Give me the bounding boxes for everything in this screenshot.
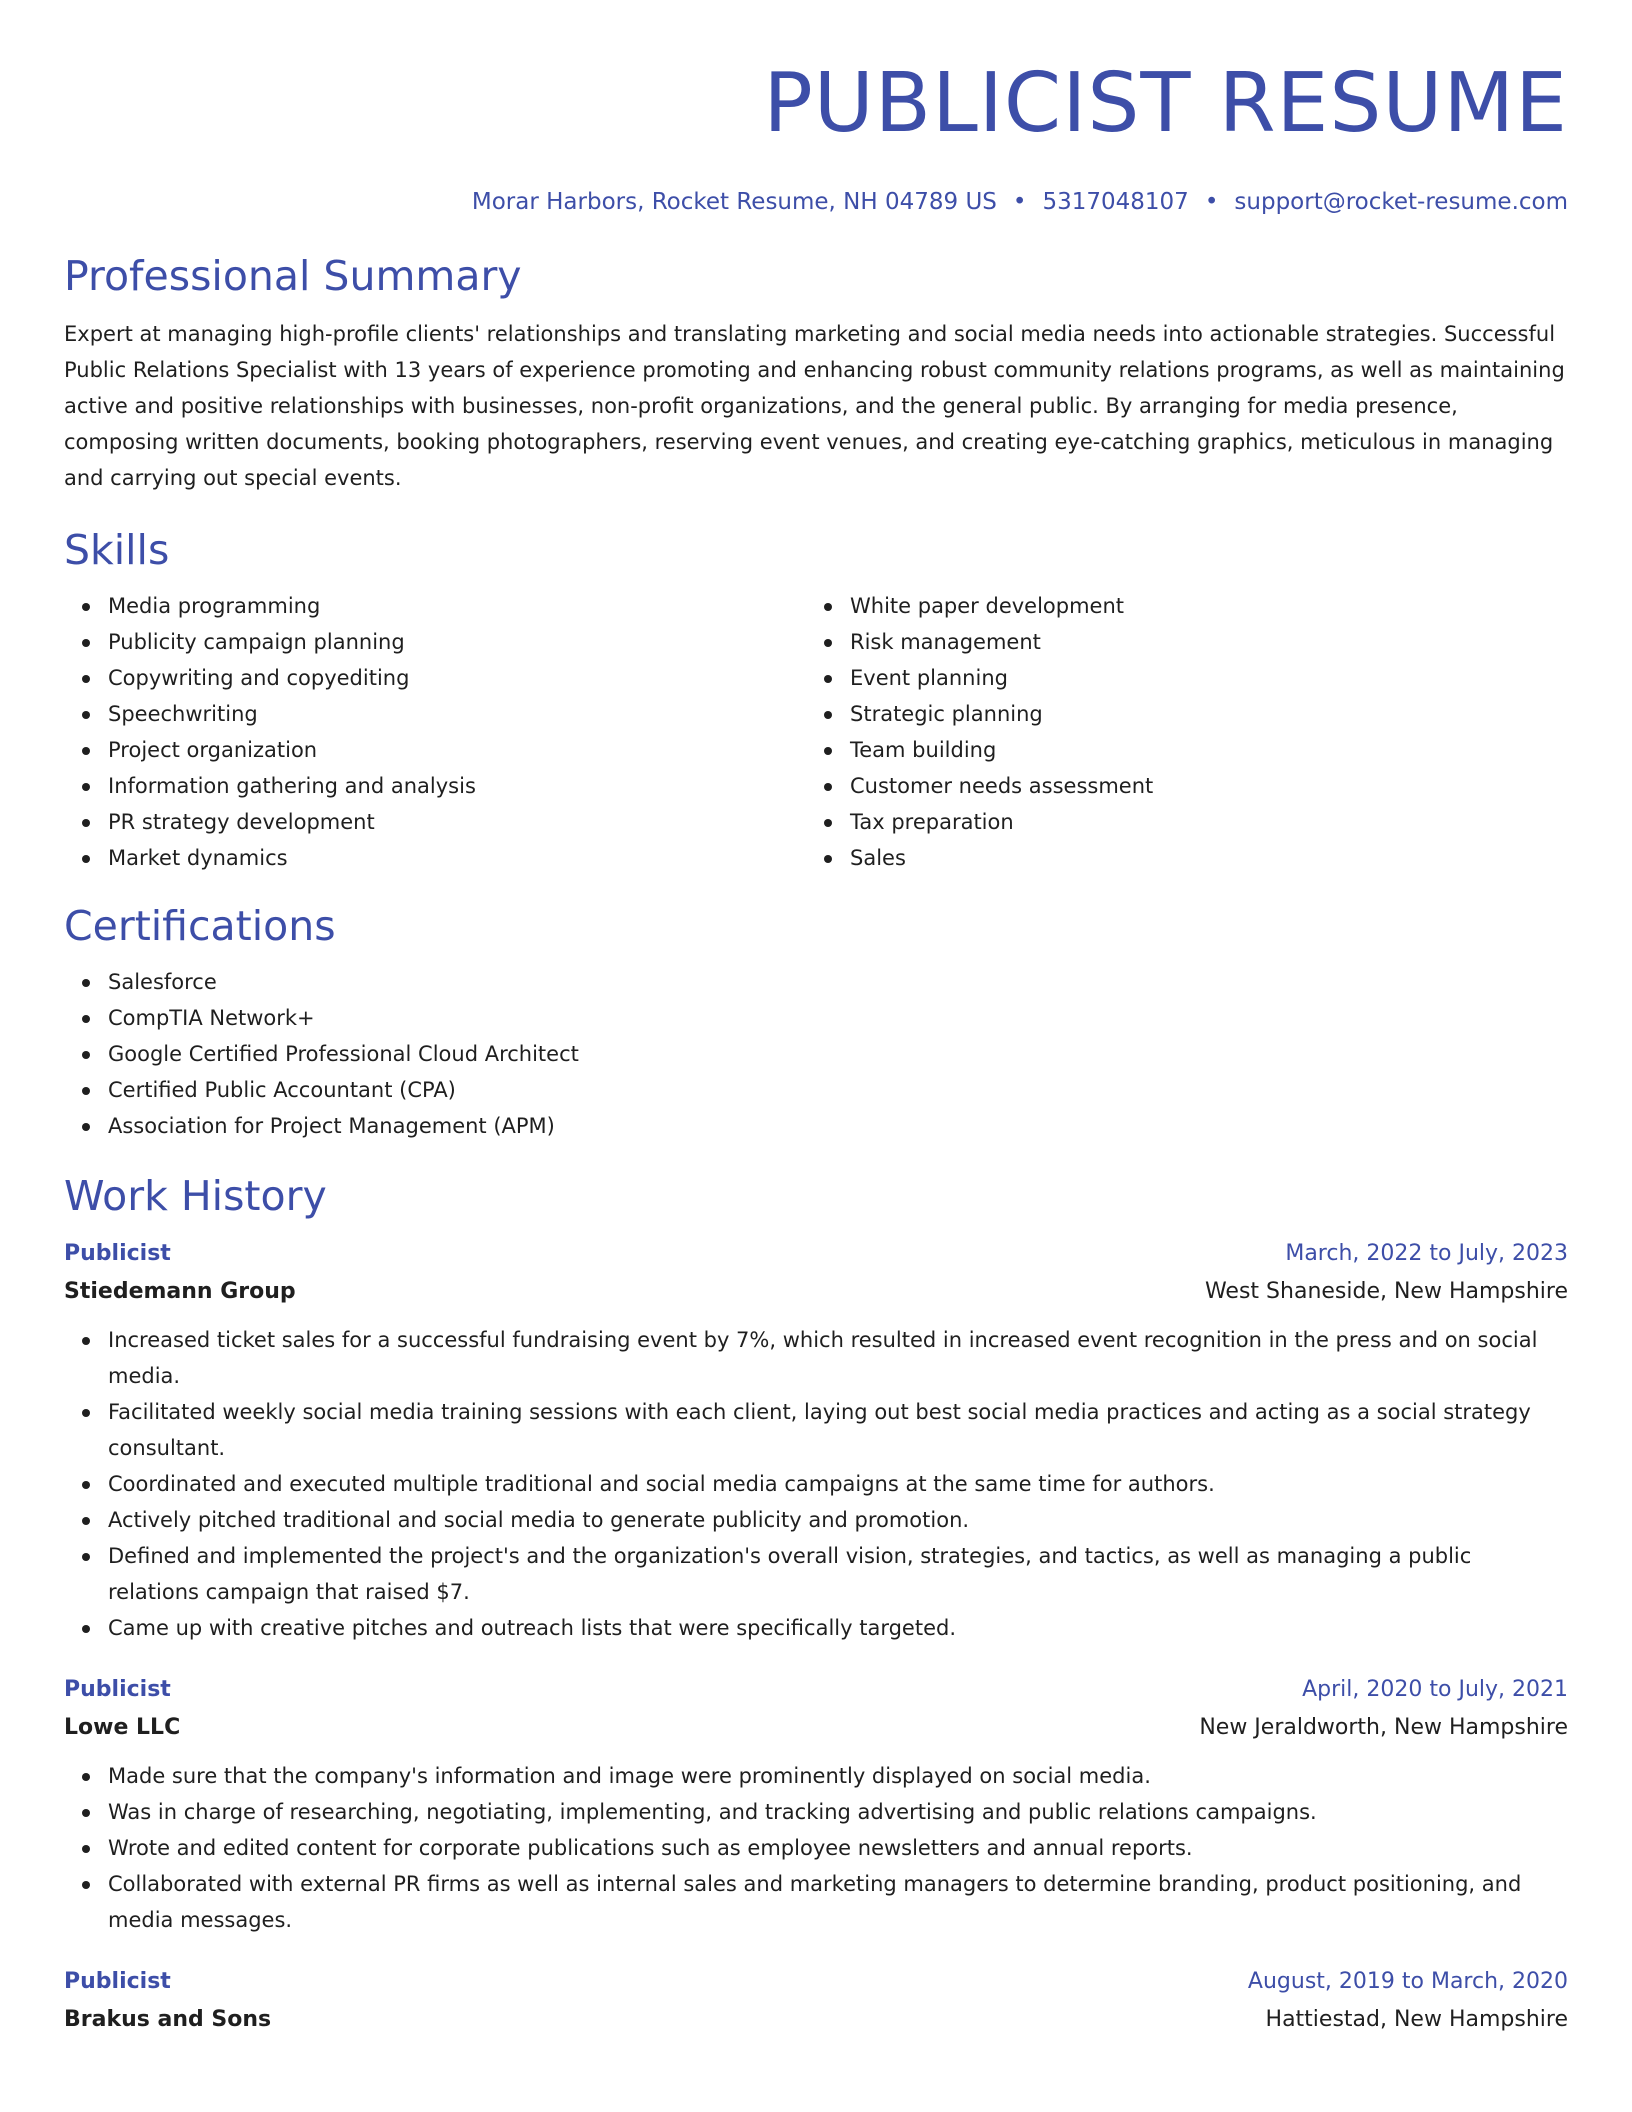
job-title-row <box>64 1236 1568 1272</box>
contact-separator: • <box>1204 189 1219 215</box>
skill-item: Project organization <box>64 732 806 768</box>
skill-item: Information gathering and analysis <box>64 768 806 804</box>
certifications-list <box>64 964 1568 1144</box>
skill-item: Team building <box>806 732 1548 768</box>
job-location: New Jeraldworth, New Hampshire <box>1199 1715 1568 1740</box>
job-bullet: Actively pitched traditional and social media to generate publicity and promotion. <box>64 1502 1568 1538</box>
job-bullet: Defined and implemented the project's and the organization's overall vision, strategies, and tactics, as well as managing a public relations campaign that raised $7. <box>64 1538 1568 1610</box>
summary-text: Expert at managing high-profile clients' relationships and translating marketing and social media needs into actionable strategies. Successful Public Relations Specialist with 13 years of experience promoting and enhancing robust community relations programs, as well as maintaining active and positive relationships with businesses, non-profit organizations, and the general public. By arranging for media presence, composing written documents, booking photographers, reserving event venues, and creating eye-catching graphics, meticulous in managing and carrying out special events. <box>64 322 1565 490</box>
skill-item: Strategic planning <box>806 696 1548 732</box>
certification-item: Salesforce <box>64 964 1568 1000</box>
job-entry <box>64 1236 1568 1646</box>
job-title-row <box>64 1672 1568 1708</box>
certification-item: Association for Project Management (APM) <box>64 1108 1568 1144</box>
job-bullet-list <box>64 1758 1568 1938</box>
contact-email: support@rocket-resume.com <box>1234 189 1568 215</box>
certification-item: CompTIA Network+ <box>64 1000 1568 1036</box>
job-company: Lowe LLC <box>64 1715 181 1740</box>
job-company-row <box>64 1272 1568 1312</box>
job-company-row <box>64 2000 1568 2040</box>
skill-item: Copywriting and copyediting <box>64 660 806 696</box>
job-bullet: Increased ticket sales for a successful fundraising event by 7%, which resulted in increased event recognition in the press and on social media. <box>64 1322 1568 1394</box>
job-location: West Shaneside, New Hampshire <box>1204 1279 1568 1304</box>
certification-item: Certified Public Accountant (CPA) <box>64 1072 1568 1108</box>
job-bullet: Made sure that the company's information and image were prominently displayed on social media. <box>64 1758 1568 1794</box>
skill-item: Market dynamics <box>64 840 806 876</box>
skill-item: Tax preparation <box>806 804 1548 840</box>
job-bullet: Came up with creative pitches and outreach lists that were specifically targeted. <box>64 1610 1568 1646</box>
contact-line <box>64 186 1568 218</box>
job-company: Stiedemann Group <box>64 1279 296 1304</box>
work-history-heading: Work History <box>64 1172 327 1220</box>
skill-item: Customer needs assessment <box>806 768 1548 804</box>
contact-address: Morar Harbors, Rocket Resume, NH 04789 US <box>471 189 997 215</box>
job-bullet-list <box>64 1322 1568 1646</box>
skill-item: White paper development <box>806 588 1548 624</box>
skill-item: Speechwriting <box>64 696 806 732</box>
job-entry <box>64 1672 1568 1938</box>
skill-item: Event planning <box>806 660 1548 696</box>
job-title-row <box>64 1964 1568 2000</box>
job-dates: August, 2019 to March, 2020 <box>1247 1969 1568 1994</box>
job-bullet: Coordinated and executed multiple traditional and social media campaigns at the same time for authors. <box>64 1466 1568 1502</box>
job-bullet: Was in charge of researching, negotiating, implementing, and tracking advertising and public relations campaigns. <box>64 1794 1568 1830</box>
skill-item: Publicity campaign planning <box>64 624 806 660</box>
contact-separator: • <box>1012 189 1027 215</box>
resume-title: PUBLICIST RESUME <box>763 56 1568 151</box>
skills-left-list <box>64 588 806 876</box>
skill-item: PR strategy development <box>64 804 806 840</box>
skills-grid <box>64 588 1568 876</box>
job-location: Hattiestad, New Hampshire <box>1265 2007 1568 2032</box>
job-company-row <box>64 1708 1568 1748</box>
skill-item: Sales <box>806 840 1548 876</box>
skill-item: Risk management <box>806 624 1548 660</box>
job-title: Publicist <box>64 1969 171 1994</box>
certifications-heading: Certifications <box>64 902 336 950</box>
job-bullet: Wrote and edited content for corporate publications such as employee newsletters and annual reports. <box>64 1830 1568 1866</box>
job-dates: March, 2022 to July, 2023 <box>1285 1241 1568 1266</box>
job-title: Publicist <box>64 1241 171 1266</box>
certification-item: Google Certified Professional Cloud Architect <box>64 1036 1568 1072</box>
skill-item: Media programming <box>64 588 806 624</box>
job-entry <box>64 1964 1568 2040</box>
job-bullet: Facilitated weekly social media training sessions with each client, laying out best social media practices and acting as a social strategy consultant. <box>64 1394 1568 1466</box>
skills-right-list <box>806 588 1548 876</box>
job-title: Publicist <box>64 1677 171 1702</box>
job-bullet: Collaborated with external PR firms as well as internal sales and marketing managers to determine branding, product positioning, and media messages. <box>64 1866 1568 1938</box>
summary-heading: Professional Summary <box>64 252 522 300</box>
job-company: Brakus and Sons <box>64 2007 272 2032</box>
job-dates: April, 2020 to July, 2021 <box>1302 1677 1568 1702</box>
skills-heading: Skills <box>64 526 170 574</box>
contact-phone: 5317048107 <box>1042 189 1189 215</box>
